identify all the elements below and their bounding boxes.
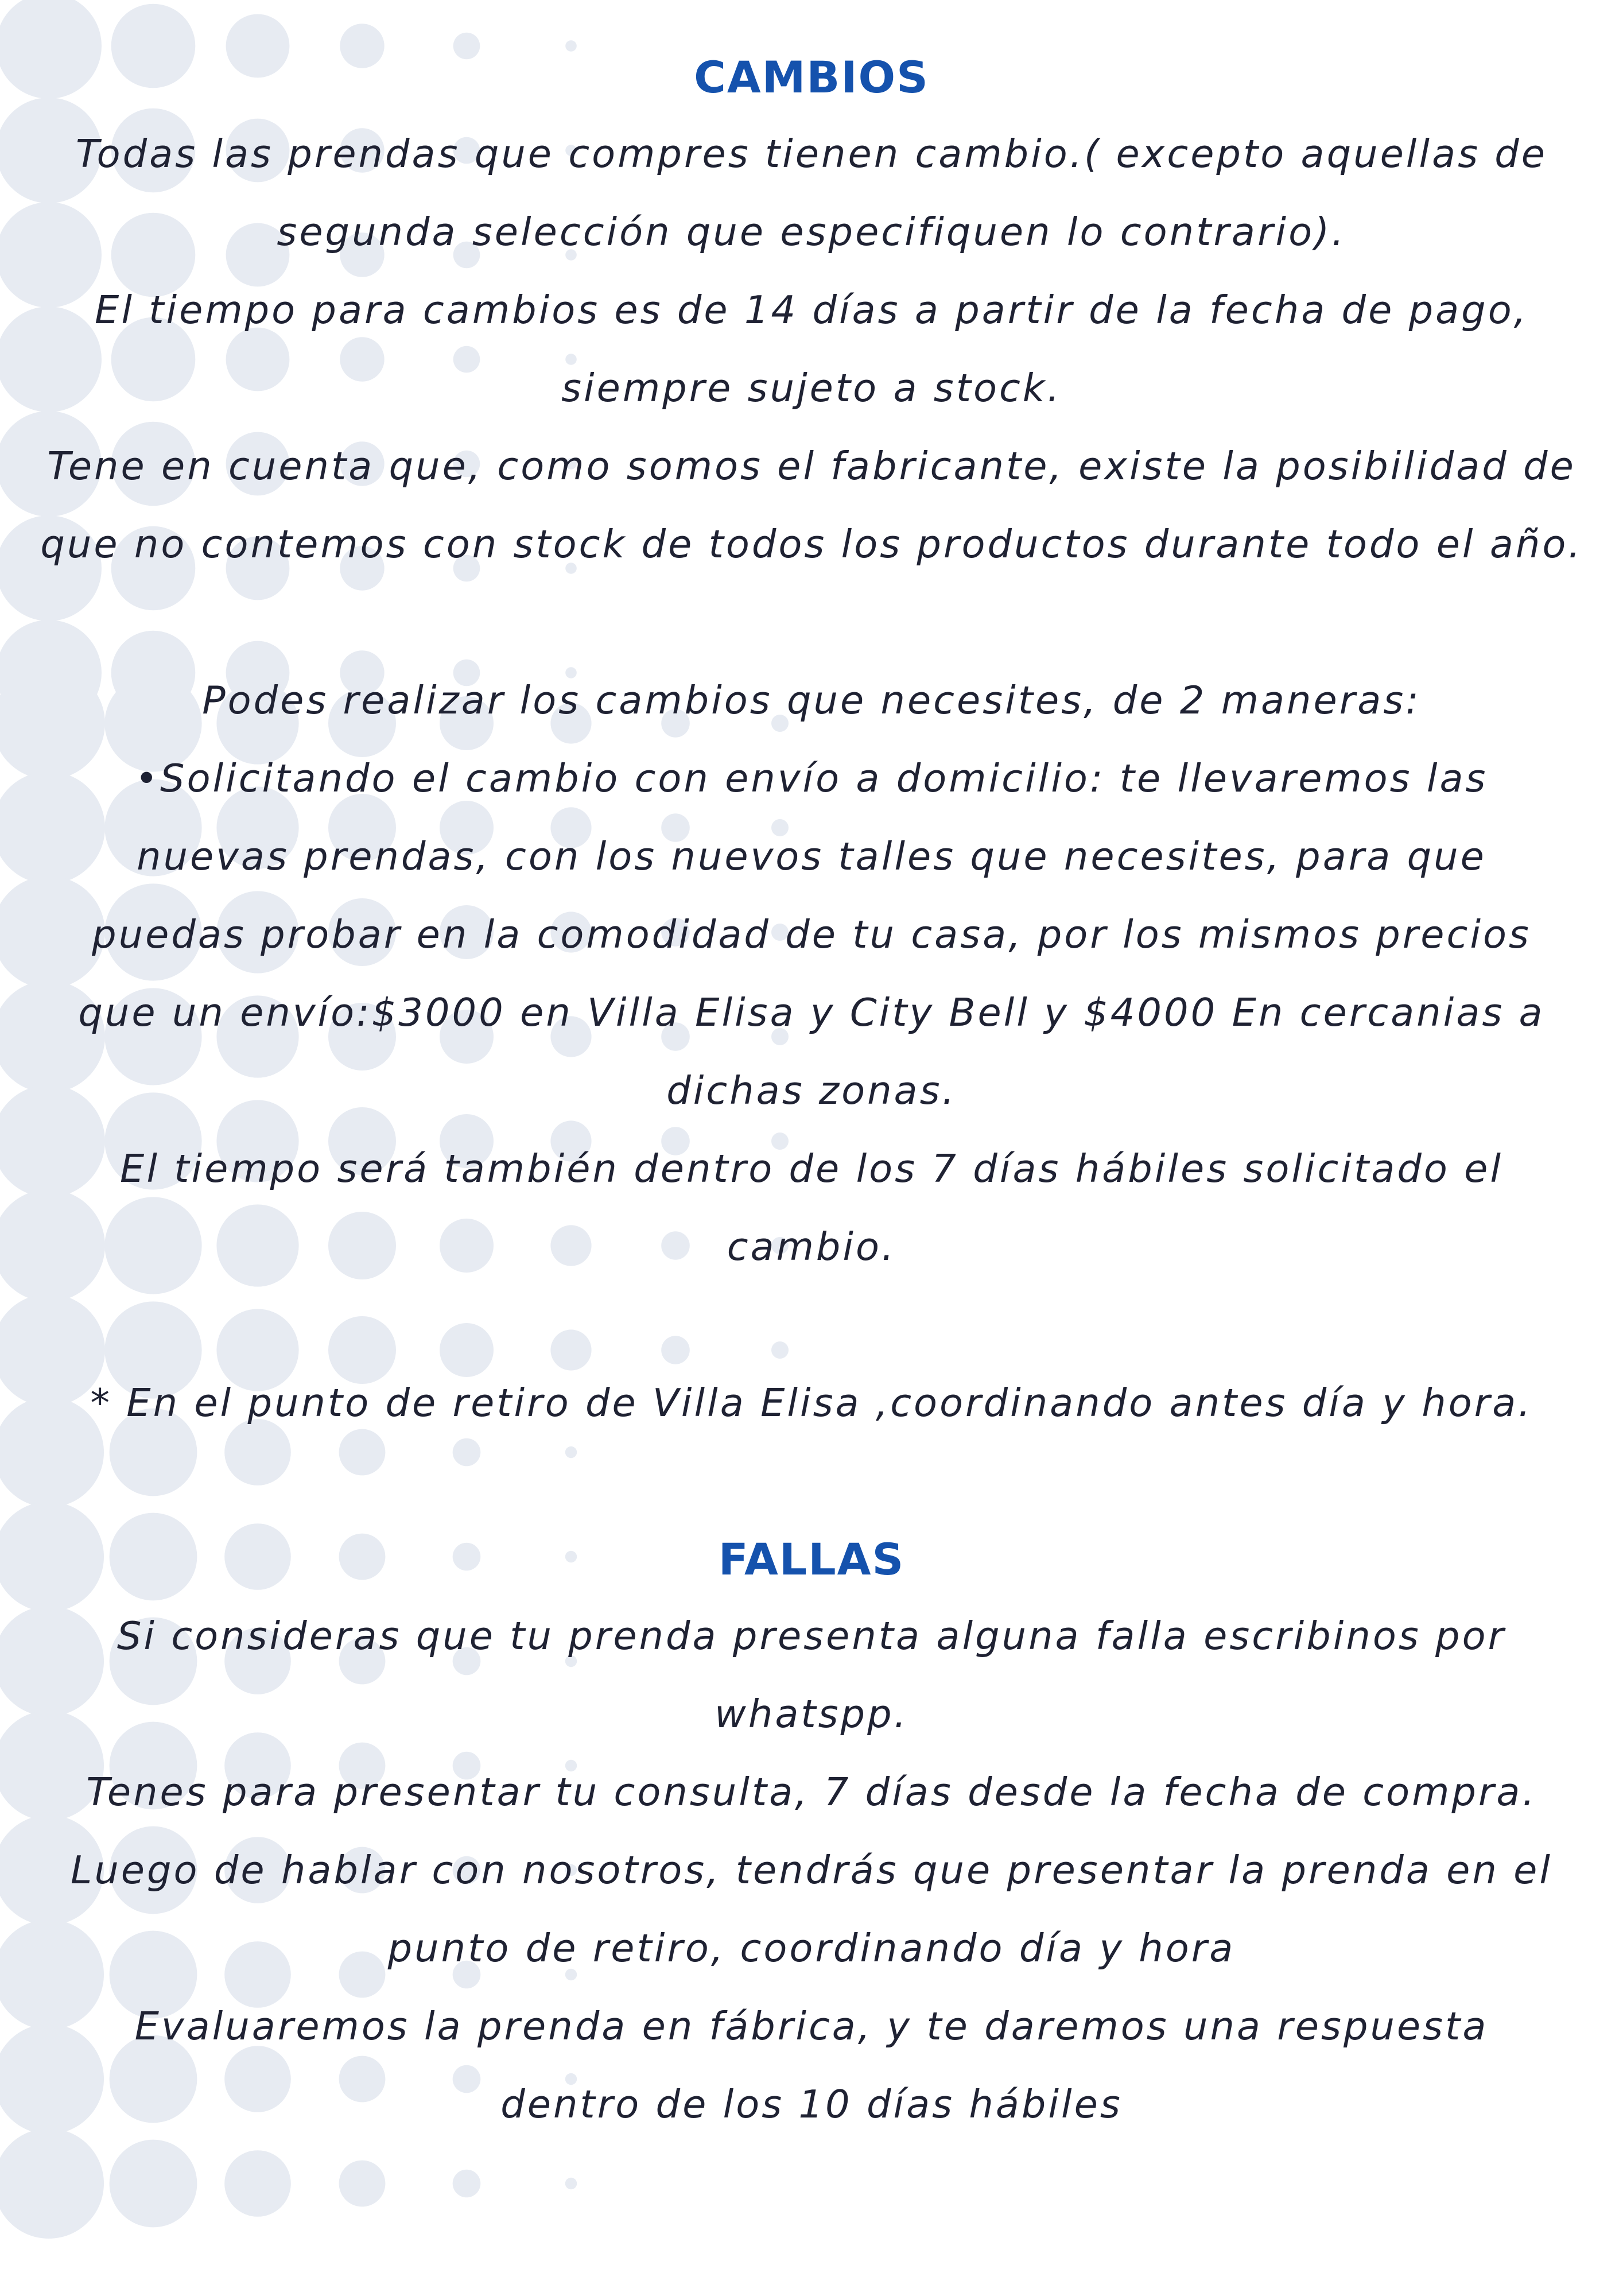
cambios-tiempo-envio: El tiempo será también dentro de los 7 días hábiles solicitado el cambio. bbox=[120, 1146, 1503, 1269]
decorative-dot bbox=[565, 2178, 577, 2189]
cambios-section bbox=[40, 40, 1583, 1442]
spacer bbox=[40, 583, 1583, 661]
cambios-opcion-envio: •Solicitando el cambio con envío a domicilio: te llevaremos las nuevas prendas, con los nuevos talles que necesites, para que puedas probar en la comodidad de tu casa, por los mismos precios que un envío:$3000 en Villa Elisa y City Bell y $4000 En cercanias a dichas zonas. bbox=[78, 756, 1545, 1113]
cambios-maneras: Podes realizar los cambios que necesites, de 2 maneras: bbox=[202, 678, 1421, 723]
fallas-evaluacion: Evaluaremos la prenda en fábrica, y te daremos una respuesta dentro de los 10 días hábiles bbox=[134, 2004, 1489, 2127]
decorative-dot bbox=[110, 2140, 197, 2228]
cambios-title: CAMBIOS bbox=[694, 52, 929, 103]
cambios-tiempo: El tiempo para cambios es de 14 días a partir de la fecha de pago, siempre sujeto a stock. bbox=[95, 288, 1528, 410]
spacer bbox=[40, 1286, 1583, 1364]
decorative-dot bbox=[339, 2161, 386, 2207]
fallas-intro: Si consideras que tu prenda presenta alguna falla escribinos por whatspp. bbox=[117, 1614, 1506, 1736]
decorative-dot bbox=[224, 2150, 291, 2217]
cambios-stock-note: Tene en cuenta que, como somos el fabricante, existe la posibilidad de que no contemos con stock de todos los productos durante todo el año. bbox=[40, 444, 1583, 567]
spacer bbox=[40, 1442, 1583, 1522]
decorative-dot bbox=[453, 2170, 481, 2198]
fallas-proceso: Luego de hablar con nosotros, tendrás que presentar la prenda en el punto de retiro, coordinando día y hora bbox=[71, 1848, 1552, 1971]
decorative-dot bbox=[0, 2128, 104, 2239]
policy-content bbox=[40, 40, 1583, 2143]
fallas-plazo: Tenes para presentar tu consulta, 7 días desde la fecha de compra. bbox=[86, 1770, 1537, 1814]
fallas-title: FALLAS bbox=[718, 1534, 905, 1585]
cambios-opcion-retiro: * En el punto de retiro de Villa Elisa ,coordinando antes día y hora. bbox=[90, 1380, 1533, 1425]
fallas-section bbox=[40, 1522, 1583, 2143]
cambios-intro: Todas las prendas que compres tienen cambio.( excepto aquellas de segunda selección que especifiquen lo contrario). bbox=[75, 131, 1548, 254]
